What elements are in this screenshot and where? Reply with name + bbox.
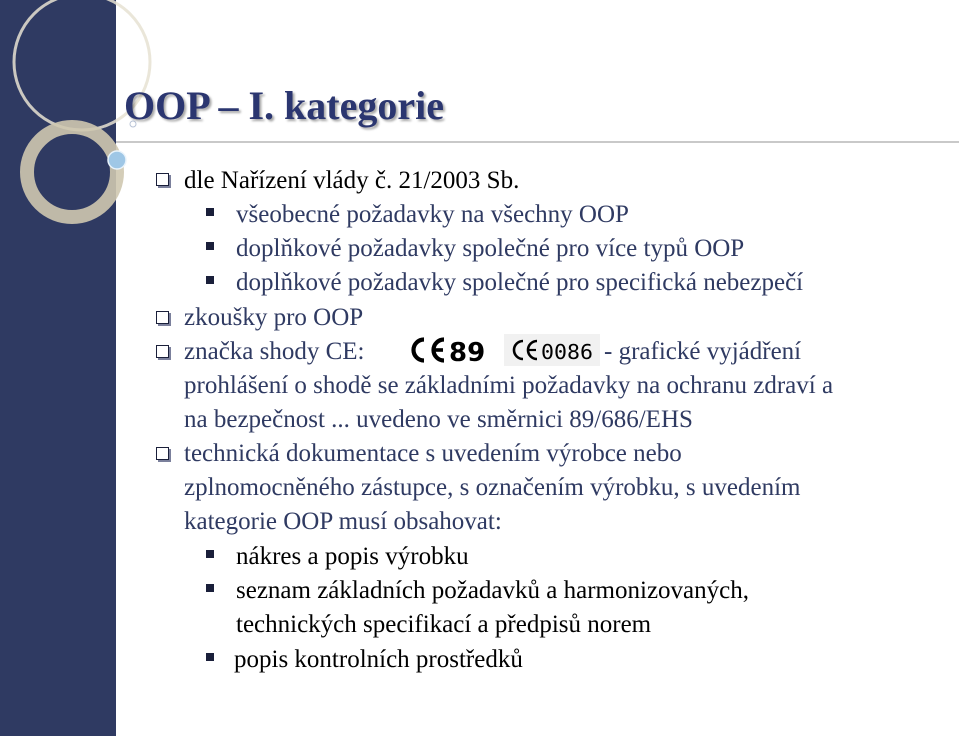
square-bullet-icon — [206, 242, 214, 250]
ce-number: 89 — [449, 338, 486, 364]
square-bullet-icon — [206, 208, 214, 216]
square-bullet-icon — [206, 276, 214, 284]
sub-bullet-text: všeobecné požadavky na všechny OOP — [236, 201, 629, 228]
checkbox-bullet-icon — [156, 345, 169, 358]
title-divider — [116, 141, 959, 143]
bullet-text: značka shody CE: — [184, 338, 365, 365]
ce-mark-0086-icon — [504, 334, 600, 366]
checkbox-bullet-icon — [156, 447, 169, 460]
bullet-text: dle Nařízení vlády č. 21/2003 Sb. — [184, 167, 520, 194]
sub-bullet-text: doplňkové požadavky společné pro specifická nebezpečí — [236, 269, 804, 296]
square-bullet-icon — [206, 550, 214, 558]
sub-bullet-text: seznam základních požadavků a harmonizovaných, — [236, 577, 749, 604]
bullet-text-continued: prohlášení o shodě se základními požadavky na ochranu zdraví a — [184, 372, 834, 399]
bullet-text: technická dokumentace s uvedením výrobce nebo — [184, 440, 682, 467]
sub-bullet-text-continued: technických specifikací a předpisů norem — [236, 611, 652, 638]
checkbox-bullet-icon — [156, 173, 169, 186]
slide-title: OOP – I. kategorie — [124, 83, 444, 128]
bullet-text-continued: na bezpečnost ... uvedeno ve směrnici 89/686/EHS — [184, 406, 693, 433]
bullet-text-continued: kategorie OOP musí obsahovat: — [184, 508, 502, 535]
ce-number: 0086 — [541, 340, 593, 364]
bullet-text-continued: - grafické vyjádření — [604, 338, 802, 365]
bullet-text-continued: zplnomocněného zástupce, s označením výrobku, s uvedením — [184, 474, 801, 501]
ce-mark-89-icon — [404, 336, 490, 364]
sub-bullet-text: doplňkové požadavky společné pro více typů OOP — [236, 235, 745, 262]
sub-bullet-text: nákres a popis výrobku — [236, 543, 469, 570]
sub-bullet-text: popis kontrolních prostředků — [234, 646, 523, 673]
checkbox-bullet-icon — [156, 311, 169, 324]
square-bullet-icon — [206, 653, 214, 661]
square-bullet-icon — [206, 584, 214, 592]
decorative-rings — [0, 0, 200, 260]
bullet-text: zkoušky pro OOP — [184, 304, 364, 331]
